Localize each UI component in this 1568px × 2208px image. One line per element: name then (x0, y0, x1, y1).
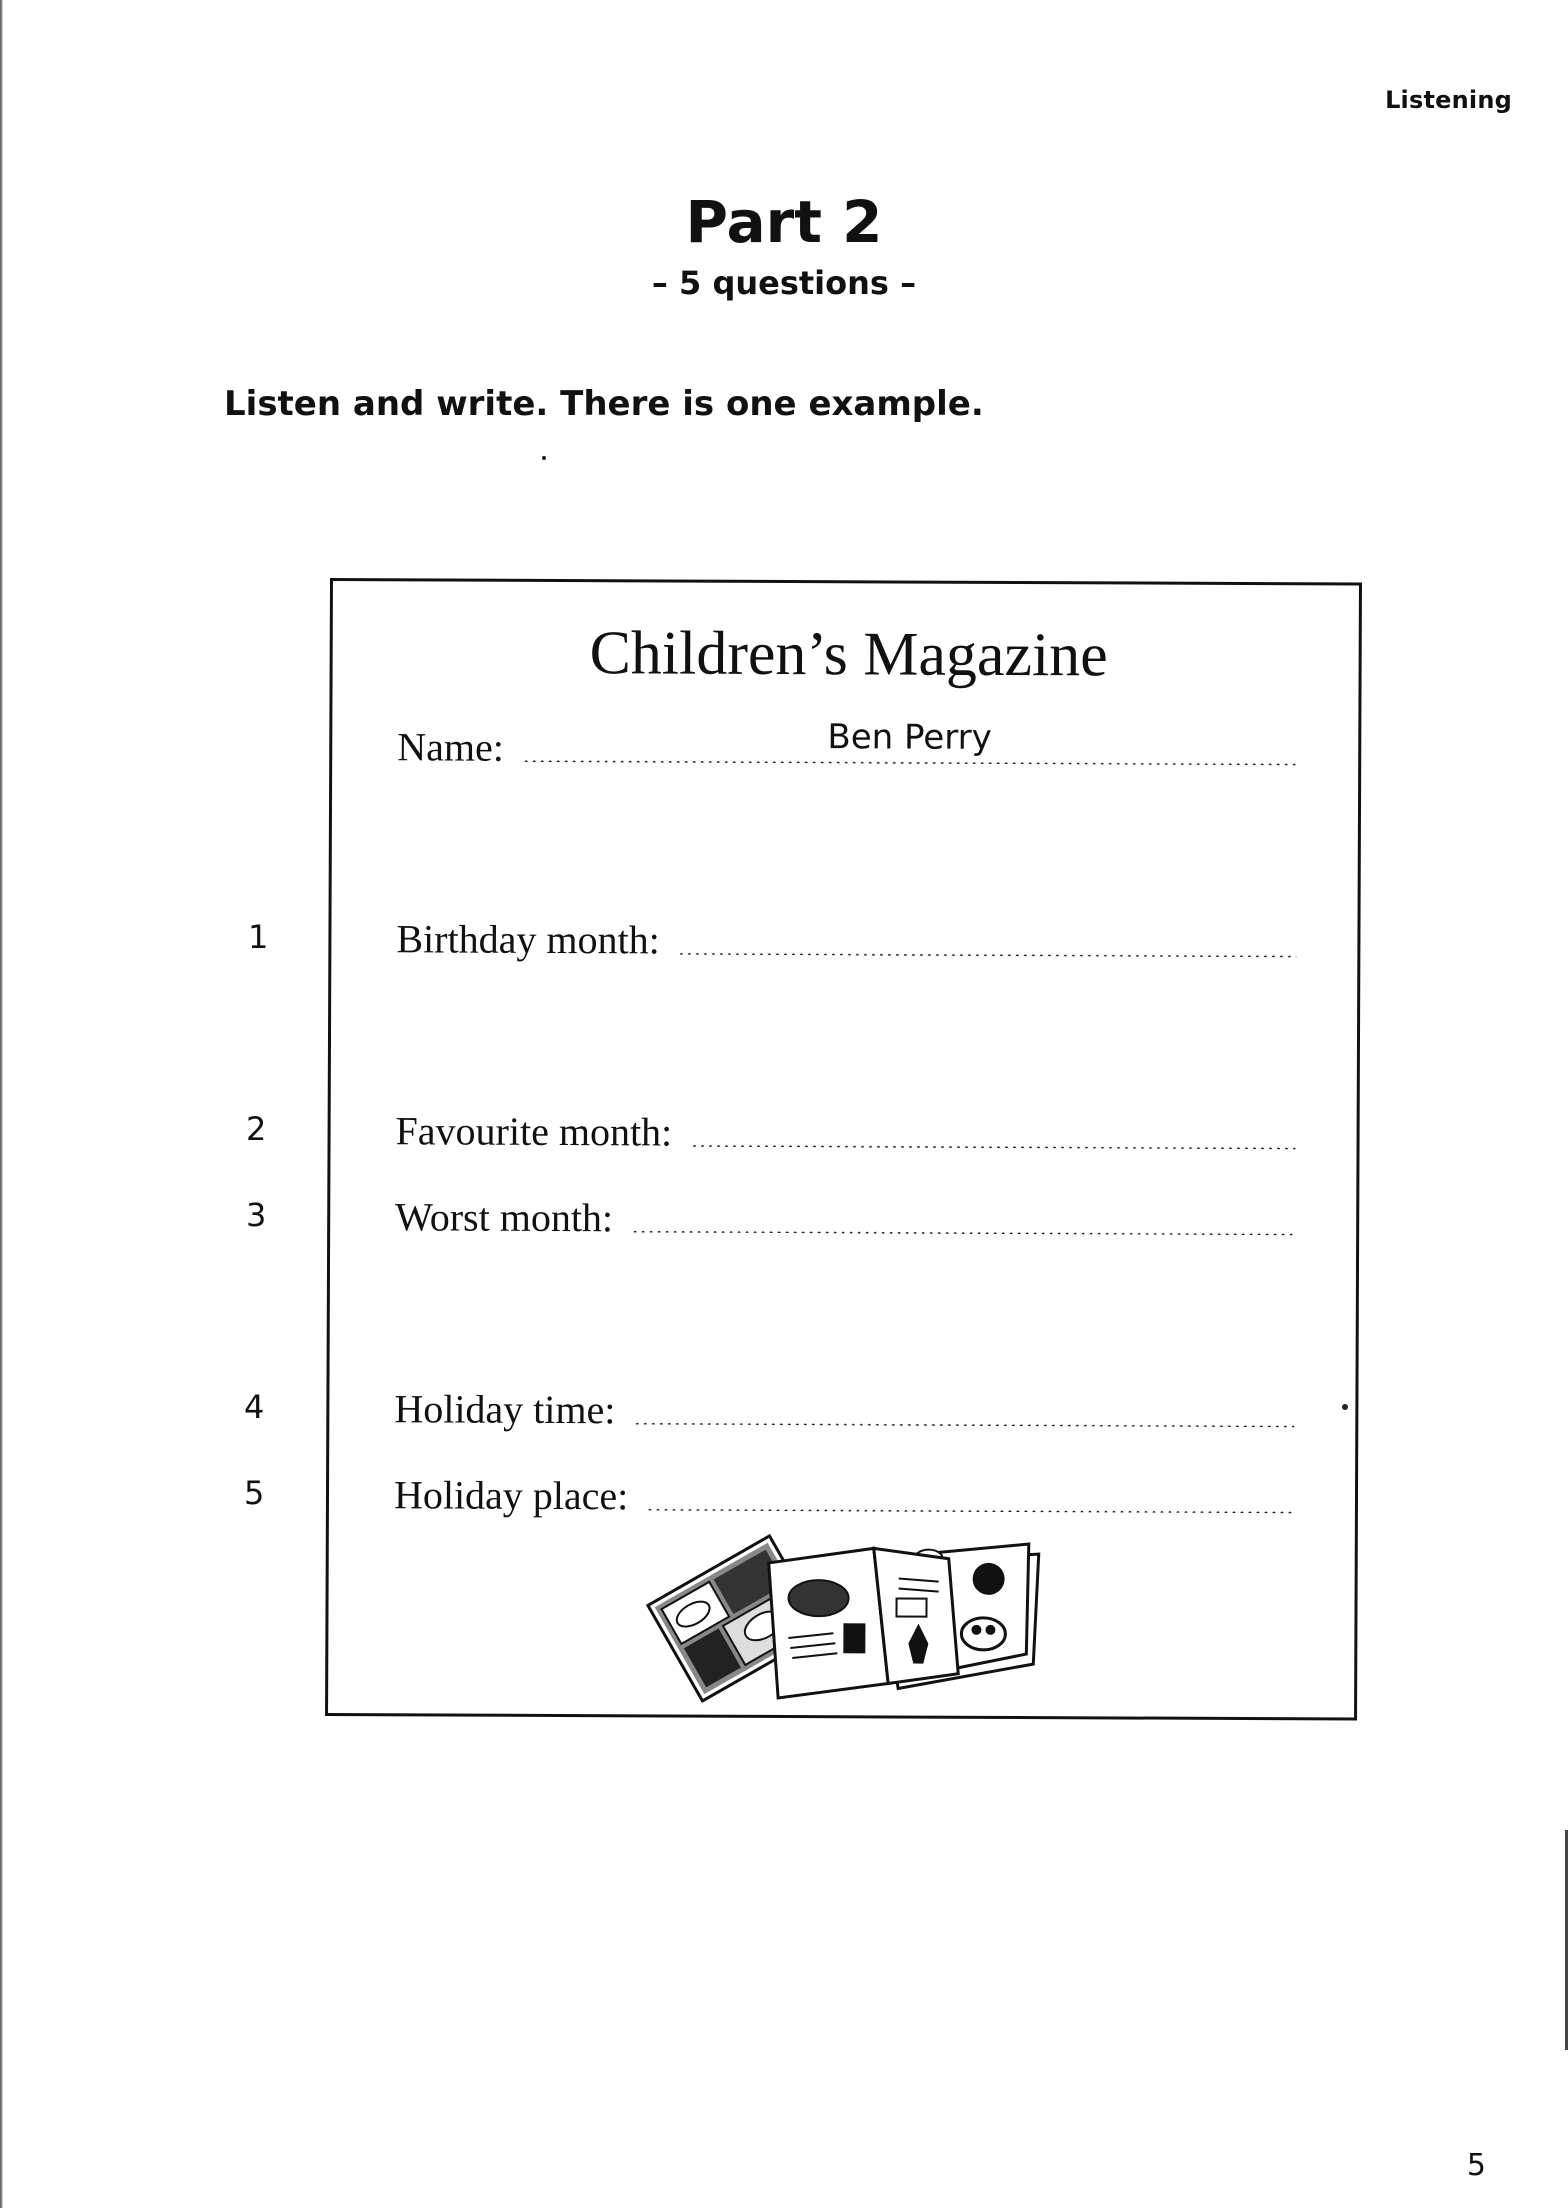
open-magazine (768, 1548, 959, 1699)
favourite-month-answer-line[interactable] (690, 1145, 1295, 1150)
holiday-time-label: Holiday time: (394, 1386, 616, 1433)
question-number-5: 5 (244, 1474, 265, 1512)
page-edge (0, 0, 3, 2208)
holiday-place-answer-line[interactable] (646, 1508, 1294, 1513)
worst-month-answer-line[interactable] (631, 1230, 1295, 1235)
holiday-time-answer-line[interactable] (633, 1422, 1294, 1427)
instruction-text: Listen and write. There is one example. (224, 384, 984, 424)
section-label: Listening (1385, 86, 1512, 114)
holiday-place-label: Holiday place: (393, 1472, 629, 1519)
name-row (397, 717, 1297, 771)
question-number-4: 4 (244, 1388, 265, 1426)
magazine-form (325, 578, 1362, 1720)
worst-month-label: Worst month: (395, 1194, 614, 1241)
birthday-month-answer-line[interactable] (678, 953, 1297, 958)
print-speck (1342, 1404, 1348, 1410)
question-row-4 (394, 1379, 1294, 1433)
part-title: Part 2 (685, 188, 883, 256)
question-row-3 (395, 1187, 1295, 1241)
question-number-3: 3 (246, 1196, 267, 1234)
magazines-icon (628, 1522, 1049, 1704)
name-answer-line[interactable] (522, 717, 1297, 765)
question-number-1: 1 (248, 918, 269, 956)
example-answer: Ben Perry (827, 717, 992, 758)
question-number-2: 2 (246, 1110, 267, 1148)
question-row-5 (394, 1465, 1294, 1519)
favourite-month-label: Favourite month: (395, 1108, 673, 1155)
question-row-2 (395, 1101, 1295, 1155)
page-number: 5 (1466, 2148, 1486, 2183)
birthday-month-label: Birthday month: (396, 916, 660, 963)
print-speck (542, 456, 546, 460)
name-label: Name: (397, 724, 504, 770)
question-row-1 (396, 909, 1296, 963)
part-subtitle: – 5 questions – (651, 264, 917, 302)
form-title: Children’s Magazine (589, 619, 1108, 690)
